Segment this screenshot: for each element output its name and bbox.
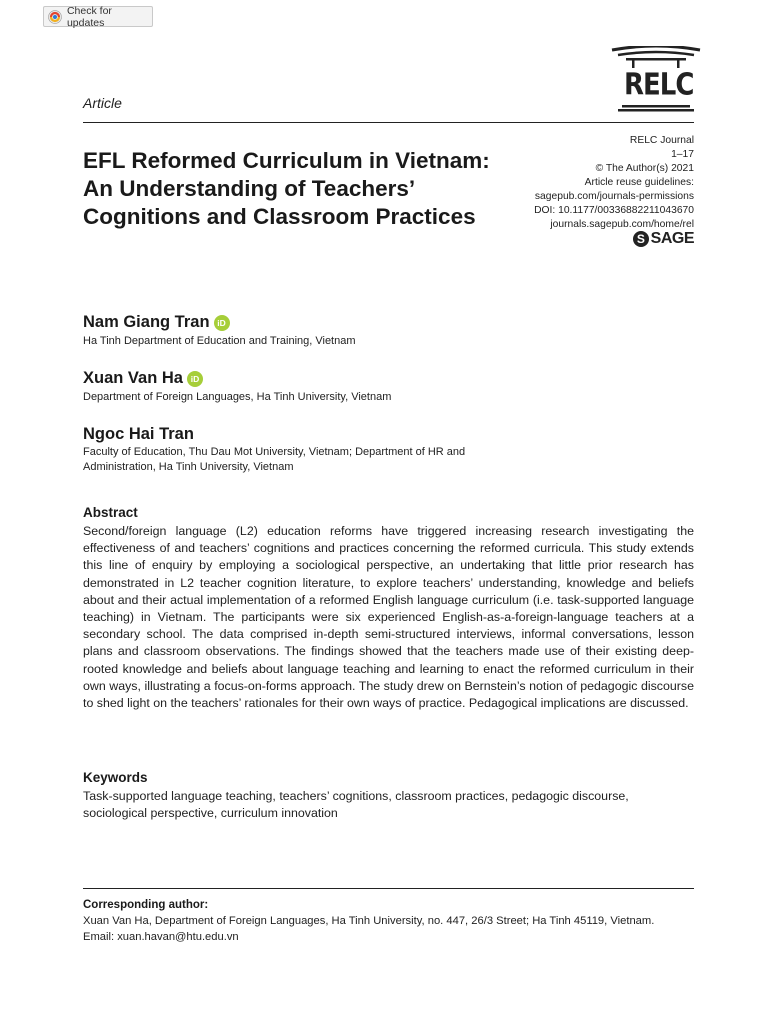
author-2-name-text: Xuan Van Ha <box>83 369 183 387</box>
page-range: 1–17 <box>671 149 694 160</box>
check-for-updates-label: Check for updates <box>66 4 112 29</box>
footnote-divider <box>83 888 694 889</box>
keywords-text: Task-supported language teaching, teachers’ cognitions, classroom practices, pedagogic discourse, sociological perspective, curriculum innovation <box>83 789 629 821</box>
relc-roof-icon <box>610 46 702 70</box>
relc-logo <box>610 46 702 112</box>
sage-logo-text: SAGE <box>650 230 694 247</box>
author-3-name-text: Ngoc Hai Tran <box>83 425 194 443</box>
corresponding-author-heading: Corresponding author: <box>83 899 209 911</box>
abstract-heading: Abstract <box>83 505 138 520</box>
reuse-guidelines: Article reuse guidelines: <box>584 177 694 188</box>
article-type-label: Article <box>83 95 122 111</box>
corresponding-author-address: Xuan Van Ha, Department of Foreign Languages, Ha Tinh University, no. 447, 26/3 Street; Ha Tinh 45119, Vietnam. <box>83 915 655 927</box>
author-3-name <box>83 425 194 444</box>
corresponding-author-email[interactable]: Email: xuan.havan@htu.edu.vn <box>83 931 239 943</box>
relc-base-icon <box>610 104 702 112</box>
author-2-name <box>83 369 203 388</box>
journal-home-link[interactable]: journals.sagepub.com/home/rel <box>550 219 694 230</box>
abstract-text: Second/foreign language (L2) education reforms have triggered increasing research investigating the effectiveness of and teachers’ cognitions and practices concerning the reformed curricula. This study extends this line of enquiry by employing a sociological perspective, an undertaking that little prior research has demonstrated in L2 teacher cognition literature, to explore teachers’ understanding, knowledge and beliefs about and their actual implementation of a reformed English language curriculum (i.e. task-supported language teaching) in Vietnam. The participants were six experienced English-as-a-foreign-language teachers at a secondary school. The data comprised in-depth semi-structured interviews, informal conversations, lesson plans and classroom observations. The findings showed that the teachers made use of their existing deep-rooted knowledge and beliefs about language teaching and learning to enact the reformed curriculum in their own ways, illustrating a focus-on-forms approach. The study drew on Bernstein’s notion of pedagogic discourse to shed light on the teachers’ rationales for their own ways of practice. Pedagogical implications are discussed. <box>83 524 694 711</box>
reuse-url-link[interactable]: sagepub.com/journals-permissions <box>534 191 694 202</box>
orcid-icon[interactable]: iD <box>214 315 230 331</box>
relc-logo-text: RELC <box>624 68 694 103</box>
sage-s-icon: S <box>633 231 649 247</box>
doi[interactable]: DOI: 10.1177/00336882211043670 <box>534 205 694 216</box>
sage-logo <box>633 230 694 248</box>
journal-meta <box>454 134 694 232</box>
author-1-affiliation: Ha Tinh Department of Education and Training, Vietnam <box>83 335 356 347</box>
keywords-heading: Keywords <box>83 770 148 785</box>
author-1-name <box>83 313 230 332</box>
update-icon <box>48 10 62 24</box>
orcid-icon[interactable]: iD <box>187 371 203 387</box>
paper-title: EFL Reformed Curriculum in Vietnam: An Understanding of Teachers’ Cognitions and Classroom Practices <box>83 148 490 229</box>
check-for-updates-button[interactable] <box>43 6 153 27</box>
copyright: © The Author(s) 2021 <box>595 163 694 174</box>
author-3-affiliation: Faculty of Education, Thu Dau Mot University, Vietnam; Department of HR and Administration, Ha Tinh University, Vietnam <box>83 446 466 473</box>
header-divider <box>83 122 694 123</box>
corresponding-author-block <box>83 913 694 945</box>
author-1-name-text: Nam Giang Tran <box>83 313 210 331</box>
author-2-affiliation: Department of Foreign Languages, Ha Tinh University, Vietnam <box>83 391 392 403</box>
journal-name: RELC Journal <box>629 135 694 146</box>
